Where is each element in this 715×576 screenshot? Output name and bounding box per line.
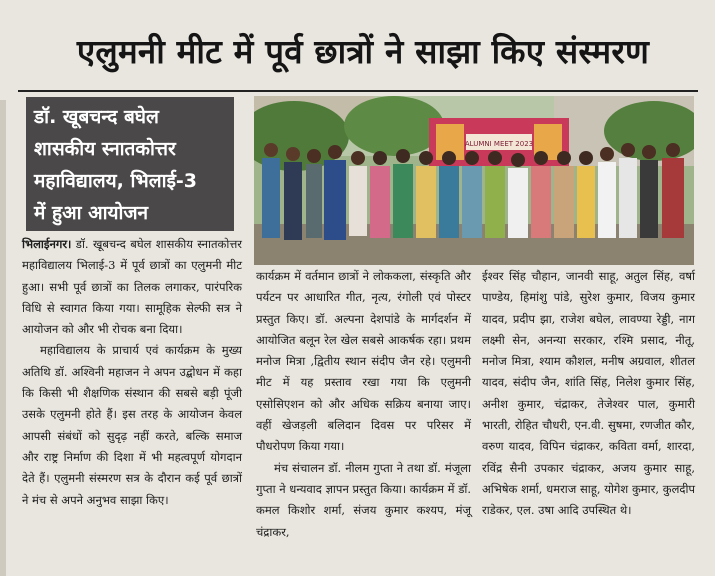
photo-banner-text: ALUMNI MEET 2023 [464,140,534,148]
subheadline-line: शासकीय स्नातकोत्तर [34,138,176,160]
paragraph: मंच संचालन डॉ. नीलम गुप्ता ने तथा डॉ. मंजूला गुप्ता ने धन्यवाद ज्ञापन प्रस्तुत किया। कार्यक्रम में डॉ. कमल किशोर शर्मा, संजय कुमार कश्यप, मंजू चंद्राकर, [256,460,471,539]
paragraph: ईश्वर सिंह चौहान, जानवी साहू, अतुल सिंह, वर्षा पाण्डेय, हिमांशु पांडे, सुरेश कुमार, विजय कुमार यादव, प्रदीप झा, राजेश बघेल, लावण्या रेड्डी, नाग लक्ष्मी सेन, अनन्या सरकार, रश्मि प्रसाद, नीतू, मनोज मित्रा, श्याम कौशल, मनीष अग्रवाल, शीतल यादव, संदीप जैन, शांति सिंह, निलेश कुमार सिंह, अनीश कुमार, चंद्राकर, तेजेश्वर पाल, कुमारी भारती, रोहित चौधरी, एन.वी. सुषमा, रणजीत कौर, वरुण यादव, विपिन चंद्राकर, कविता वर्मा, शारदा, रविंद्र सैनी उपकार चंद्राकर, अजय कुमार साहू, अभिषेक शर्मा, धमराज साहू, योगेश कुमार, कुलदीप राडेकर, एल. उषा आदि उपस्थित थे। [482,269,695,518]
dateline: भिलाईनगर। [22,237,72,251]
paragraph: कार्यक्रम में वर्तमान छात्रों ने लोककला, संस्कृति और पर्यटन पर आधारित गीत, नृत्य, रंगोली एवं पोस्टर प्रस्तुत किए। डॉ. अल्पना देशपांडे के मार्गदर्शन में आयोजित बलून रेल खेल सबसे आकर्षक रहा। प्रथम मनोज मित्रा ,द्वितीय स्थान संदीप जैन रहे। एलुमनी मीट में यह प्रस्ताव रखा गया कि एलुमनी एसोसिएशन को और अधिक सक्रिय बनाया जाए। वहीं खेजड़ली बलिदान दिवस पर परिसर में पौधरोपण किया गया। [256,269,471,454]
headline: एलुमनी मीट में पूर्व छात्रों ने साझा किए संस्मरण [76,32,650,71]
adjacent-column-edge [0,100,6,576]
subheadline-line: में हुआ आयोजन [34,202,149,224]
article-column-2 [256,266,471,543]
group-photo [254,96,694,265]
headline-rule [18,90,698,92]
article-column-1 [22,234,242,511]
subheadline-box [26,97,234,231]
article-column-3 [482,266,695,522]
subheadline-line: डॉ. खूबचन्द बघेल [34,106,159,128]
subheadline-line: महाविद्यालय, भिलाई-3 [34,170,197,192]
paragraph: महाविद्यालय के प्राचार्य एवं कार्यक्रम के मुख्य अतिथि डॉ. अश्विनी महाजन ने अपन उद्बोधन में कहा कि किसी भी शैक्षणिक संस्थान की सबसे बड़ी पूंजी उसके एलुमनी होते हैं। इस तरह के आयोजन केवल आपसी संबंधों को सुदृढ़ नहीं करते, बल्कि समाज और राष्ट्र निर्माण की दिशा में भी महत्वपूर्ण योगदान देते हैं। एलुमनी संस्मरण सत्र के दौरान कई पूर्व छात्रों ने मंच से अपने अनुभव साझा किए। [22,343,242,507]
paragraph: डॉ. खूबचन्द बघेल शासकीय स्नातकोत्तर महाविद्यालय भिलाई-3 में पूर्व छात्रों का एलुमनी मीट हुआ। सभी पूर्व छात्रों का तिलक लगाकर, पारंपरिक विधि से स्वागत किया गया। सामूहिक सेल्फी सत्र ने आयोजन को और भी रोचक बना दिया। [22,237,243,337]
